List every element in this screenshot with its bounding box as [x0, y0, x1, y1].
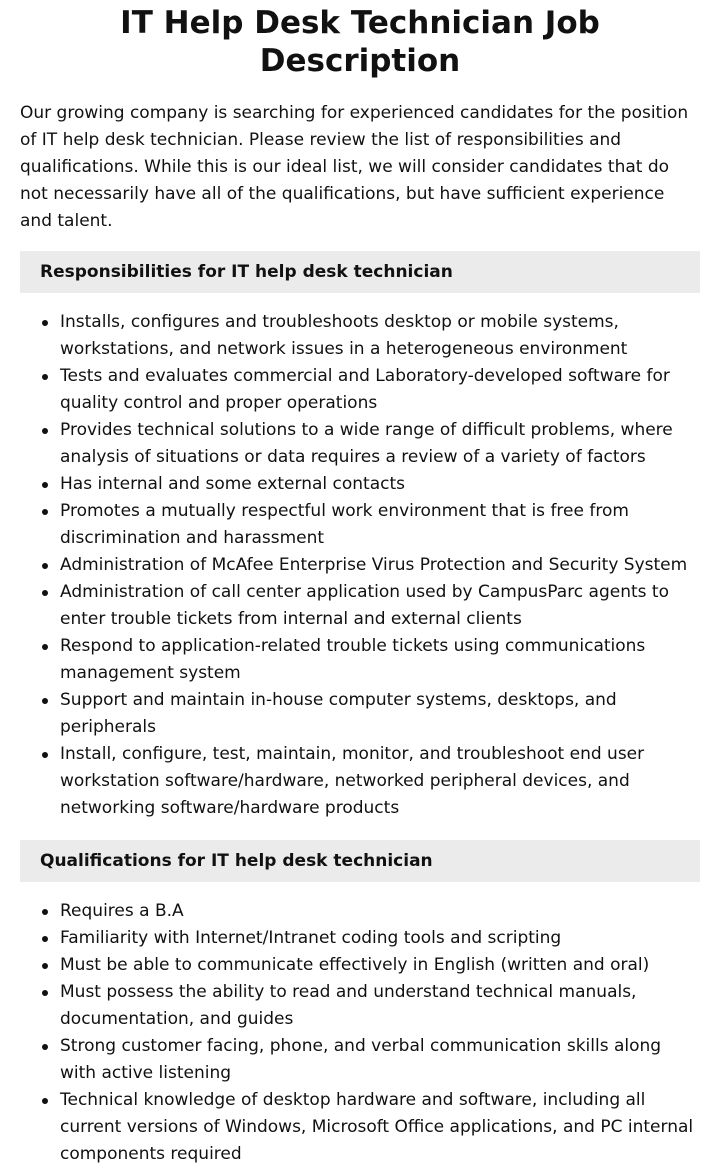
list-item-text: Must be able to communicate effectively in English (written and oral)	[60, 955, 650, 975]
bullet-icon	[42, 644, 48, 650]
list-item	[60, 952, 700, 979]
bullet-icon	[42, 428, 48, 434]
list-item-text: Install, configure, test, maintain, monitor, and troubleshoot end user workstation software/hardware, networked peripheral devices, and networking software/hardware products	[60, 744, 645, 818]
list-item	[60, 498, 700, 552]
list-item	[60, 687, 700, 741]
list-item-text: Requires a B.A	[60, 901, 184, 921]
list-item-text: Administration of call center application used by CampusParc agents to enter trouble tickets from internal and external clients	[60, 582, 669, 629]
intro-paragraph: Our growing company is searching for experienced candidates for the position of IT help desk technician. Please review the list of responsibilities and qualifications. While this is our ideal list, we will consider candidates that do not necessarily have all of the qualifications, but have sufficient experience and talent.	[20, 103, 689, 231]
bullet-icon	[42, 374, 48, 380]
list-item-text: Installs, configures and troubleshoots desktop or mobile systems, workstations, and network issues in a heterogeneous environment	[60, 312, 628, 359]
bullet-icon	[42, 1044, 48, 1050]
responsibilities-list	[20, 309, 700, 822]
bullet-icon	[42, 698, 48, 704]
list-item-text: Respond to application-related trouble tickets using communications management system	[60, 636, 646, 683]
list-item-text: Tests and evaluates commercial and Laboratory-developed software for quality control and proper operations	[60, 366, 670, 413]
bullet-icon	[42, 990, 48, 996]
qualifications-heading: Qualifications for IT help desk technician	[20, 840, 700, 882]
bullet-icon	[42, 936, 48, 942]
list-item	[60, 898, 700, 925]
list-item-text: Familiarity with Internet/Intranet coding tools and scripting	[60, 928, 562, 948]
list-item	[60, 741, 700, 822]
list-item-text: Has internal and some external contacts	[60, 474, 405, 494]
bullet-icon	[42, 563, 48, 569]
list-item	[60, 979, 700, 1033]
bullet-icon	[42, 752, 48, 758]
list-item	[60, 471, 700, 498]
responsibilities-heading: Responsibilities for IT help desk technician	[20, 251, 700, 293]
list-item-text: Technical knowledge of desktop hardware and software, including all current versions of Windows, Microsoft Office applications, and PC internal components required	[60, 1090, 694, 1164]
list-item	[60, 1087, 700, 1168]
list-item-text: Promotes a mutually respectful work environment that is free from discrimination and harassment	[60, 501, 629, 548]
bullet-icon	[42, 320, 48, 326]
bullet-icon	[42, 1098, 48, 1104]
bullet-icon	[42, 509, 48, 515]
list-item-text: Administration of McAfee Enterprise Virus Protection and Security System	[60, 555, 688, 575]
list-item-text: Must possess the ability to read and understand technical manuals, documentation, and guides	[60, 982, 637, 1029]
list-item-text: Support and maintain in-house computer systems, desktops, and peripherals	[60, 690, 617, 737]
list-item	[60, 1033, 700, 1087]
bullet-icon	[42, 963, 48, 969]
list-item	[60, 633, 700, 687]
list-item	[60, 417, 700, 471]
list-item	[60, 363, 700, 417]
list-item-text: Strong customer facing, phone, and verbal communication skills along with active listening	[60, 1036, 662, 1083]
list-item-text: Provides technical solutions to a wide range of difficult problems, where analysis of situations or data requires a review of a variety of factors	[60, 420, 673, 467]
bullet-icon	[42, 590, 48, 596]
list-item	[60, 552, 700, 579]
list-item	[60, 309, 700, 363]
bullet-icon	[42, 909, 48, 915]
page-title: IT Help Desk Technician Job Description	[120, 5, 600, 79]
list-item	[60, 925, 700, 952]
bullet-icon	[42, 482, 48, 488]
qualifications-list	[20, 898, 700, 1168]
list-item	[60, 579, 700, 633]
job-description-page	[0, 4, 720, 1164]
